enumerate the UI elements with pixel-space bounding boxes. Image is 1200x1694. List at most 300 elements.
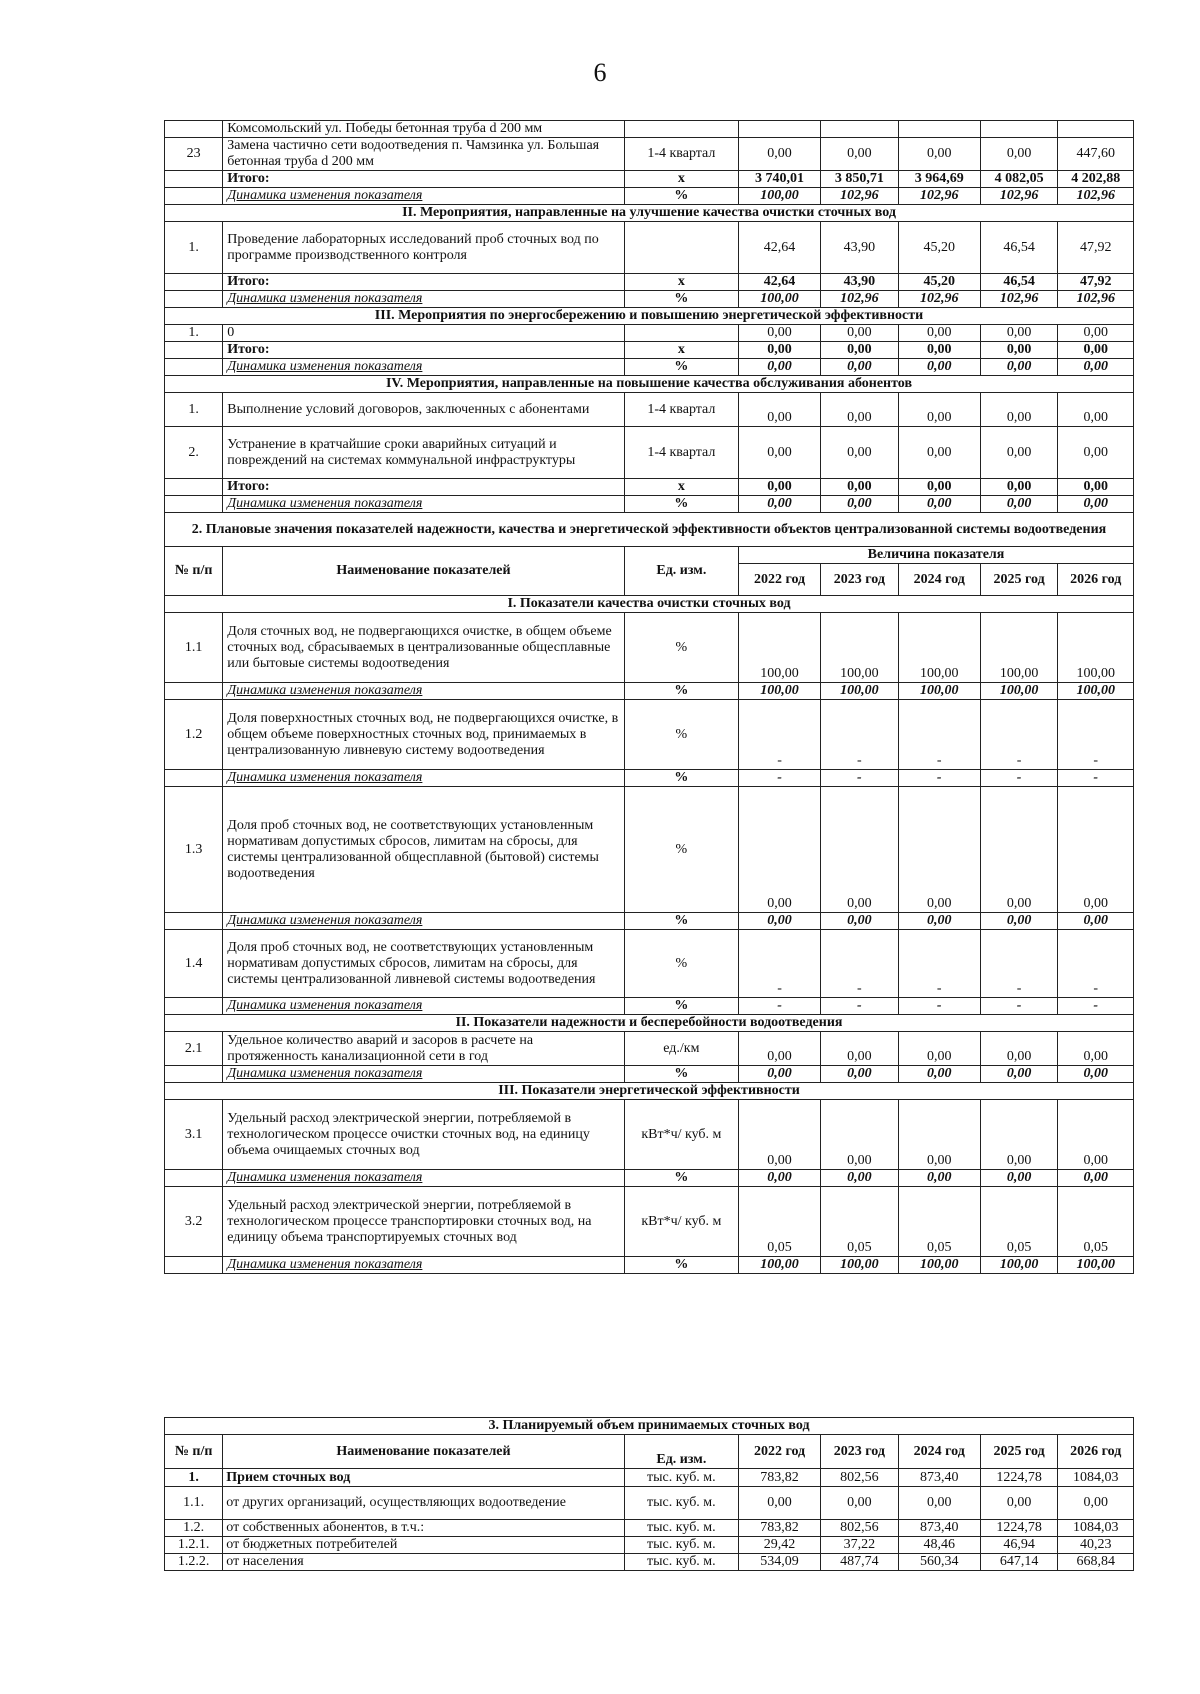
section-title: IV. Мероприятия, направленные на повышение качества обслуживания абонентов bbox=[165, 376, 1134, 393]
section-header-row bbox=[165, 596, 1134, 613]
unit-cell: % bbox=[624, 496, 738, 513]
row-number: 1.4 bbox=[165, 930, 223, 998]
value-cell: 0,00 bbox=[980, 138, 1058, 171]
dynamics-label: Динамика изменения показателя bbox=[223, 291, 624, 308]
value-cell: 0,00 bbox=[980, 1100, 1058, 1170]
row-name: от бюджетных потребителей bbox=[223, 1537, 624, 1554]
value-cell: 100,00 bbox=[1058, 683, 1134, 700]
value-cell: 0,00 bbox=[821, 325, 899, 342]
value-cell: 102,96 bbox=[1058, 291, 1134, 308]
dynamics-row bbox=[165, 1257, 1134, 1274]
unit-cell: х bbox=[624, 274, 738, 291]
value-cell: 0,00 bbox=[739, 393, 821, 427]
value-cell: - bbox=[1058, 930, 1134, 998]
row-name: Выполнение условий договоров, заключенных с абонентами bbox=[223, 393, 624, 427]
table-row bbox=[165, 1554, 1134, 1571]
value-cell: 0,00 bbox=[1058, 1066, 1134, 1083]
table-row bbox=[165, 393, 1134, 427]
column-header-name: Наименование показателей bbox=[223, 547, 624, 596]
section-title: III. Показатели энергетической эффективности bbox=[165, 1083, 1134, 1100]
total-row bbox=[165, 274, 1134, 291]
table-row bbox=[165, 700, 1134, 770]
unit-cell: % bbox=[624, 683, 738, 700]
value-cell: 3 964,69 bbox=[898, 171, 980, 188]
value-cell: 0,00 bbox=[821, 138, 899, 171]
value-cell: 0,00 bbox=[898, 342, 980, 359]
table-row bbox=[165, 1469, 1134, 1487]
dynamics-row bbox=[165, 683, 1134, 700]
row-number: 1.2.2. bbox=[165, 1554, 223, 1571]
dynamics-label: Динамика изменения показателя bbox=[223, 913, 624, 930]
value-cell: 0,00 bbox=[821, 1100, 899, 1170]
value-cell: 100,00 bbox=[980, 683, 1058, 700]
value-cell: 447,60 bbox=[1058, 138, 1134, 171]
value-cell: 0,00 bbox=[898, 1100, 980, 1170]
value-cell: 100,00 bbox=[898, 613, 980, 683]
value-cell: 100,00 bbox=[980, 613, 1058, 683]
value-cell: 0,00 bbox=[980, 1032, 1058, 1066]
value-cell: 668,84 bbox=[1058, 1554, 1134, 1571]
value-cell: 0,00 bbox=[739, 342, 821, 359]
row-number: 1.2.1. bbox=[165, 1537, 223, 1554]
row-name: Удельный расход электрической энергии, потребляемой в технологическом процессе очистки сточных вод, на единицу объема очищаемых сточных вод bbox=[223, 1100, 624, 1170]
table-row bbox=[165, 121, 1134, 138]
table-measures-and-indicators bbox=[164, 120, 1134, 1274]
value-cell: 534,09 bbox=[739, 1554, 821, 1571]
row-number: 1.1 bbox=[165, 613, 223, 683]
unit-cell: тыс. куб. м. bbox=[624, 1520, 738, 1537]
value-cell: 102,96 bbox=[821, 188, 899, 205]
table-title: 3. Планируемый объем принимаемых сточных вод bbox=[165, 1418, 1134, 1435]
row-name: Прием сточных вод bbox=[223, 1469, 624, 1487]
value-cell: 0,00 bbox=[739, 1170, 821, 1187]
value-cell: 0,00 bbox=[739, 138, 821, 171]
value-cell: - bbox=[1058, 700, 1134, 770]
row-number: 3.1 bbox=[165, 1100, 223, 1170]
unit-cell: тыс. куб. м. bbox=[624, 1469, 738, 1487]
total-label: Итого: bbox=[223, 342, 624, 359]
unit-cell: ед./км bbox=[624, 1032, 738, 1066]
value-cell: 0,00 bbox=[898, 393, 980, 427]
row-number: 1.2. bbox=[165, 1520, 223, 1537]
table-row bbox=[165, 1537, 1134, 1554]
value-cell: 0,00 bbox=[1058, 1170, 1134, 1187]
value-cell: 0,00 bbox=[898, 479, 980, 496]
value-cell: 0,00 bbox=[898, 1487, 980, 1520]
value-cell: 46,54 bbox=[980, 274, 1058, 291]
section-header-row bbox=[165, 205, 1134, 222]
value-cell: 0,00 bbox=[739, 913, 821, 930]
value-cell: 100,00 bbox=[821, 613, 899, 683]
value-cell: 0,05 bbox=[980, 1187, 1058, 1257]
unit-cell: % bbox=[624, 700, 738, 770]
value-cell: 0,00 bbox=[821, 496, 899, 513]
unit-cell: % bbox=[624, 1066, 738, 1083]
value-cell: 48,46 bbox=[898, 1537, 980, 1554]
column-header-year: 2022 год bbox=[739, 564, 821, 596]
table-row bbox=[165, 138, 1134, 171]
dynamics-row bbox=[165, 1066, 1134, 1083]
row-number: 2.1 bbox=[165, 1032, 223, 1066]
unit-cell: % bbox=[624, 291, 738, 308]
total-row bbox=[165, 171, 1134, 188]
total-row bbox=[165, 479, 1134, 496]
value-cell: 783,82 bbox=[739, 1469, 821, 1487]
dynamics-label: Динамика изменения показателя bbox=[223, 1066, 624, 1083]
value-cell: 42,64 bbox=[739, 274, 821, 291]
value-cell: 0,05 bbox=[1058, 1187, 1134, 1257]
value-cell: 487,74 bbox=[821, 1554, 899, 1571]
dynamics-row bbox=[165, 359, 1134, 376]
value-cell: 46,94 bbox=[980, 1537, 1058, 1554]
dynamics-label: Динамика изменения показателя bbox=[223, 1170, 624, 1187]
table-row bbox=[165, 1187, 1134, 1257]
dynamics-label: Динамика изменения показателя bbox=[223, 496, 624, 513]
section-header-row bbox=[165, 513, 1134, 547]
unit-cell: х bbox=[624, 479, 738, 496]
value-cell: 0,00 bbox=[821, 1066, 899, 1083]
table-row bbox=[165, 1100, 1134, 1170]
dynamics-label: Динамика изменения показателя bbox=[223, 188, 624, 205]
value-cell: 0,00 bbox=[1058, 496, 1134, 513]
header-row bbox=[165, 547, 1134, 564]
value-cell: 100,00 bbox=[739, 188, 821, 205]
row-name: Доля сточных вод, не подвергающихся очистке, в общем объеме сточных вод, сбрасываемых в централизованные общесплавные или бытовые системы водоотведения bbox=[223, 613, 624, 683]
row-number: 1. bbox=[165, 222, 223, 274]
total-row bbox=[165, 342, 1134, 359]
value-cell: 45,20 bbox=[898, 222, 980, 274]
value-cell: 0,05 bbox=[739, 1187, 821, 1257]
value-cell: 3 740,01 bbox=[739, 171, 821, 188]
value-cell: 0,00 bbox=[980, 359, 1058, 376]
section-title: I. Показатели качества очистки сточных вод bbox=[165, 596, 1134, 613]
unit-cell: % bbox=[624, 913, 738, 930]
value-cell: 560,34 bbox=[898, 1554, 980, 1571]
value-cell: 29,42 bbox=[739, 1537, 821, 1554]
row-name: Удельное количество аварий и засоров в расчете на протяженность канализационной сети в год bbox=[223, 1032, 624, 1066]
column-header-year: 2023 год bbox=[821, 1435, 899, 1469]
value-cell: 102,96 bbox=[898, 291, 980, 308]
dynamics-label: Динамика изменения показателя bbox=[223, 1257, 624, 1274]
row-name: Доля поверхностных сточных вод, не подвергающихся очистке, в общем объеме поверхностных сточных вод, принимаемых в централизованную ливневую систему водоотведения bbox=[223, 700, 624, 770]
dynamics-row bbox=[165, 188, 1134, 205]
table-row bbox=[165, 787, 1134, 913]
dynamics-row bbox=[165, 913, 1134, 930]
value-cell: 4 202,88 bbox=[1058, 171, 1134, 188]
value-cell: 102,96 bbox=[980, 188, 1058, 205]
unit-cell: тыс. куб. м. bbox=[624, 1487, 738, 1520]
value-cell: 0,00 bbox=[821, 913, 899, 930]
row-name: Устранение в кратчайшие сроки аварийных ситуаций и повреждений на системах коммунальной инфраструктуры bbox=[223, 427, 624, 479]
row-number: 1. bbox=[165, 1469, 223, 1487]
value-cell: 0,00 bbox=[739, 427, 821, 479]
table-row bbox=[165, 1520, 1134, 1537]
row-name: Замена частично сети водоотведения п. Чамзинка ул. Большая бетонная труба d 200 мм bbox=[223, 138, 624, 171]
value-cell: 0,00 bbox=[898, 787, 980, 913]
column-header-unit: Ед. изм. bbox=[624, 1435, 738, 1469]
row-number: 1. bbox=[165, 393, 223, 427]
value-cell: 3 850,71 bbox=[821, 171, 899, 188]
column-header-name: Наименование показателей bbox=[223, 1435, 624, 1469]
value-cell: 1084,03 bbox=[1058, 1469, 1134, 1487]
unit-cell: % bbox=[624, 787, 738, 913]
value-cell: 43,90 bbox=[821, 222, 899, 274]
value-cell: - bbox=[898, 700, 980, 770]
value-cell: - bbox=[898, 930, 980, 998]
value-cell: 0,00 bbox=[898, 427, 980, 479]
value-cell: 0,00 bbox=[1058, 787, 1134, 913]
value-cell: 0,00 bbox=[980, 325, 1058, 342]
value-cell: 0,00 bbox=[821, 342, 899, 359]
row-name: Удельный расход электрической энергии, потребляемой в технологическом процессе транспортировки сточных вод, на единицу объема транспортируемых сточных вод bbox=[223, 1187, 624, 1257]
value-cell: 647,14 bbox=[980, 1554, 1058, 1571]
section-header-row bbox=[165, 376, 1134, 393]
table-row bbox=[165, 613, 1134, 683]
table-row bbox=[165, 930, 1134, 998]
value-cell: 0,00 bbox=[739, 496, 821, 513]
unit-cell: % bbox=[624, 1170, 738, 1187]
unit-cell: х bbox=[624, 171, 738, 188]
value-cell: 0,00 bbox=[1058, 479, 1134, 496]
value-cell: - bbox=[980, 930, 1058, 998]
value-cell: 45,20 bbox=[898, 274, 980, 291]
value-cell: 0,00 bbox=[821, 1170, 899, 1187]
value-cell: - bbox=[739, 700, 821, 770]
value-cell: 1224,78 bbox=[980, 1520, 1058, 1537]
section-title: II. Показатели надежности и бесперебойности водоотведения bbox=[165, 1015, 1134, 1032]
row-name: от других организаций, осуществляющих водоотведение bbox=[223, 1487, 624, 1520]
value-cell: 873,40 bbox=[898, 1469, 980, 1487]
unit-cell: % bbox=[624, 930, 738, 998]
value-cell: 0,00 bbox=[898, 1066, 980, 1083]
value-cell: - bbox=[1058, 998, 1134, 1015]
total-label: Итого: bbox=[223, 171, 624, 188]
value-cell: 0,00 bbox=[1058, 393, 1134, 427]
value-cell: 0,00 bbox=[980, 342, 1058, 359]
value-cell: 4 082,05 bbox=[980, 171, 1058, 188]
value-cell: 0,00 bbox=[739, 1100, 821, 1170]
value-cell: 100,00 bbox=[1058, 1257, 1134, 1274]
table-row bbox=[165, 222, 1134, 274]
value-cell: 0,00 bbox=[739, 325, 821, 342]
value-cell: 100,00 bbox=[739, 683, 821, 700]
value-cell: 802,56 bbox=[821, 1469, 899, 1487]
value-cell: 0,00 bbox=[1058, 913, 1134, 930]
unit-cell: тыс. куб. м. bbox=[624, 1554, 738, 1571]
value-cell: 0,00 bbox=[821, 393, 899, 427]
value-cell: 783,82 bbox=[739, 1520, 821, 1537]
value-cell: 0,00 bbox=[898, 1032, 980, 1066]
column-header-number: № п/п bbox=[165, 1435, 223, 1469]
value-cell: 100,00 bbox=[821, 683, 899, 700]
value-cell: 0,05 bbox=[898, 1187, 980, 1257]
value-cell: 47,92 bbox=[1058, 274, 1134, 291]
unit-cell: кВт*ч/ куб. м bbox=[624, 1187, 738, 1257]
section-title: III. Мероприятия по энергосбережению и повышению энергетической эффективности bbox=[165, 308, 1134, 325]
value-cell: 0,00 bbox=[898, 913, 980, 930]
row-name: от населения bbox=[223, 1554, 624, 1571]
value-cell: 47,92 bbox=[1058, 222, 1134, 274]
value-cell: - bbox=[821, 770, 899, 787]
unit-cell: % bbox=[624, 770, 738, 787]
value-cell: - bbox=[980, 700, 1058, 770]
unit-cell: х bbox=[624, 342, 738, 359]
dynamics-row bbox=[165, 998, 1134, 1015]
value-cell: 100,00 bbox=[898, 1257, 980, 1274]
value-cell: 102,96 bbox=[898, 188, 980, 205]
row-number: 1.3 bbox=[165, 787, 223, 913]
table-row bbox=[165, 427, 1134, 479]
row-number: 2. bbox=[165, 427, 223, 479]
row-number: 1.1. bbox=[165, 1487, 223, 1520]
value-cell: 100,00 bbox=[980, 1257, 1058, 1274]
column-header-year: 2022 год bbox=[739, 1435, 821, 1469]
row-number: 1.2 bbox=[165, 700, 223, 770]
column-header-year: 2026 год bbox=[1058, 1435, 1134, 1469]
row-number: 1. bbox=[165, 325, 223, 342]
value-cell: 40,23 bbox=[1058, 1537, 1134, 1554]
value-cell: 0,00 bbox=[739, 479, 821, 496]
dynamics-label: Динамика изменения показателя bbox=[223, 359, 624, 376]
page-number: 6 bbox=[593, 58, 607, 87]
value-cell: 0,00 bbox=[980, 787, 1058, 913]
value-cell: 0,00 bbox=[1058, 1100, 1134, 1170]
dynamics-row bbox=[165, 291, 1134, 308]
value-cell: - bbox=[980, 998, 1058, 1015]
value-cell: 0,00 bbox=[898, 496, 980, 513]
section-header-row bbox=[165, 1418, 1134, 1435]
value-cell: 37,22 bbox=[821, 1537, 899, 1554]
value-cell: 0,00 bbox=[739, 1066, 821, 1083]
value-cell: 0,00 bbox=[980, 393, 1058, 427]
value-cell: - bbox=[739, 770, 821, 787]
value-cell: 102,96 bbox=[1058, 188, 1134, 205]
value-cell: 0,00 bbox=[980, 913, 1058, 930]
unit-cell: % bbox=[624, 613, 738, 683]
value-cell: 0,00 bbox=[898, 325, 980, 342]
value-cell: 0,00 bbox=[980, 496, 1058, 513]
row-period: 1-4 квартал bbox=[624, 138, 738, 171]
value-cell: - bbox=[980, 770, 1058, 787]
value-cell: 0,00 bbox=[980, 1170, 1058, 1187]
value-cell: 0,00 bbox=[980, 427, 1058, 479]
dynamics-row bbox=[165, 1170, 1134, 1187]
total-label: Итого: bbox=[223, 274, 624, 291]
value-cell: 0,00 bbox=[739, 1487, 821, 1520]
row-period: 1-4 квартал bbox=[624, 427, 738, 479]
value-cell: 0,00 bbox=[898, 359, 980, 376]
unit-cell: % bbox=[624, 1257, 738, 1274]
column-header-value: Величина показателя bbox=[739, 547, 1134, 564]
value-cell: 0,00 bbox=[739, 1032, 821, 1066]
value-cell: - bbox=[898, 770, 980, 787]
value-cell: 0,00 bbox=[821, 479, 899, 496]
value-cell: 0,00 bbox=[739, 787, 821, 913]
header-row bbox=[165, 1435, 1134, 1469]
value-cell: 0,00 bbox=[1058, 325, 1134, 342]
value-cell: 42,64 bbox=[739, 222, 821, 274]
value-cell: 43,90 bbox=[821, 274, 899, 291]
value-cell: 0,00 bbox=[821, 359, 899, 376]
value-cell: 0,00 bbox=[1058, 427, 1134, 479]
column-header-year: 2024 год bbox=[898, 1435, 980, 1469]
value-cell: 46,54 bbox=[980, 222, 1058, 274]
dynamics-label: Динамика изменения показателя bbox=[223, 998, 624, 1015]
unit-cell: % bbox=[624, 359, 738, 376]
value-cell: 0,00 bbox=[821, 787, 899, 913]
value-cell: 100,00 bbox=[739, 1257, 821, 1274]
value-cell: 0,00 bbox=[898, 1170, 980, 1187]
table-row bbox=[165, 325, 1134, 342]
value-cell: 0,00 bbox=[898, 138, 980, 171]
value-cell: - bbox=[898, 998, 980, 1015]
row-name: Комсомольский ул. Победы бетонная труба d 200 мм bbox=[223, 121, 624, 138]
value-cell: 1224,78 bbox=[980, 1469, 1058, 1487]
unit-cell: % bbox=[624, 998, 738, 1015]
value-cell: 102,96 bbox=[821, 291, 899, 308]
dynamics-label: Динамика изменения показателя bbox=[223, 683, 624, 700]
table-row bbox=[165, 1487, 1134, 1520]
value-cell: 0,00 bbox=[1058, 342, 1134, 359]
row-period: 1-4 квартал bbox=[624, 393, 738, 427]
value-cell: 873,40 bbox=[898, 1520, 980, 1537]
value-cell: 0,00 bbox=[1058, 1032, 1134, 1066]
value-cell: 0,00 bbox=[980, 1487, 1058, 1520]
row-name: Проведение лабораторных исследований проб сточных вод по программе производственного контроля bbox=[223, 222, 624, 274]
column-header-number: № п/п bbox=[165, 547, 223, 596]
value-cell: - bbox=[739, 998, 821, 1015]
value-cell: - bbox=[1058, 770, 1134, 787]
value-cell: 0,00 bbox=[980, 479, 1058, 496]
row-name: Доля проб сточных вод, не соответствующих установленным нормативам допустимых сбросов, лимитам на сбросы, для системы централизованной общесплавной (бытовой) системы водоотведения bbox=[223, 787, 624, 913]
column-header-year: 2026 год bbox=[1058, 564, 1134, 596]
value-cell: 0,05 bbox=[821, 1187, 899, 1257]
unit-cell: % bbox=[624, 188, 738, 205]
section-header-row bbox=[165, 308, 1134, 325]
column-header-year: 2025 год bbox=[980, 1435, 1058, 1469]
value-cell: 0,00 bbox=[1058, 359, 1134, 376]
unit-cell: кВт*ч/ куб. м bbox=[624, 1100, 738, 1170]
table-title: 2. Плановые значения показателей надежности, качества и энергетической эффективности объектов централизованной системы водоотведения bbox=[165, 513, 1134, 547]
value-cell: 0,00 bbox=[821, 1487, 899, 1520]
value-cell: - bbox=[821, 998, 899, 1015]
value-cell: 802,56 bbox=[821, 1520, 899, 1537]
value-cell: 102,96 bbox=[980, 291, 1058, 308]
value-cell: 0,00 bbox=[821, 1032, 899, 1066]
dynamics-row bbox=[165, 496, 1134, 513]
unit-cell: тыс. куб. м. bbox=[624, 1537, 738, 1554]
value-cell: 0,00 bbox=[1058, 1487, 1134, 1520]
row-name: от собственных абонентов, в т.ч.: bbox=[223, 1520, 624, 1537]
row-number: 3.2 bbox=[165, 1187, 223, 1257]
column-header-unit: Ед. изм. bbox=[624, 547, 738, 596]
value-cell: - bbox=[821, 930, 899, 998]
value-cell: 0,00 bbox=[821, 427, 899, 479]
dynamics-row bbox=[165, 770, 1134, 787]
column-header-year: 2023 год bbox=[821, 564, 899, 596]
table-planned-wastewater-volume bbox=[164, 1417, 1134, 1571]
dynamics-label: Динамика изменения показателя bbox=[223, 770, 624, 787]
row-name: Доля проб сточных вод, не соответствующих установленным нормативам допустимых сбросов, лимитам на сбросы, для системы централизованной ливневой системы водоотведения bbox=[223, 930, 624, 998]
table-row bbox=[165, 1032, 1134, 1066]
value-cell: - bbox=[739, 930, 821, 998]
value-cell: 100,00 bbox=[739, 291, 821, 308]
value-cell: 100,00 bbox=[739, 613, 821, 683]
value-cell: 100,00 bbox=[1058, 613, 1134, 683]
column-header-year: 2024 год bbox=[898, 564, 980, 596]
total-label: Итого: bbox=[223, 479, 624, 496]
column-header-year: 2025 год bbox=[980, 564, 1058, 596]
